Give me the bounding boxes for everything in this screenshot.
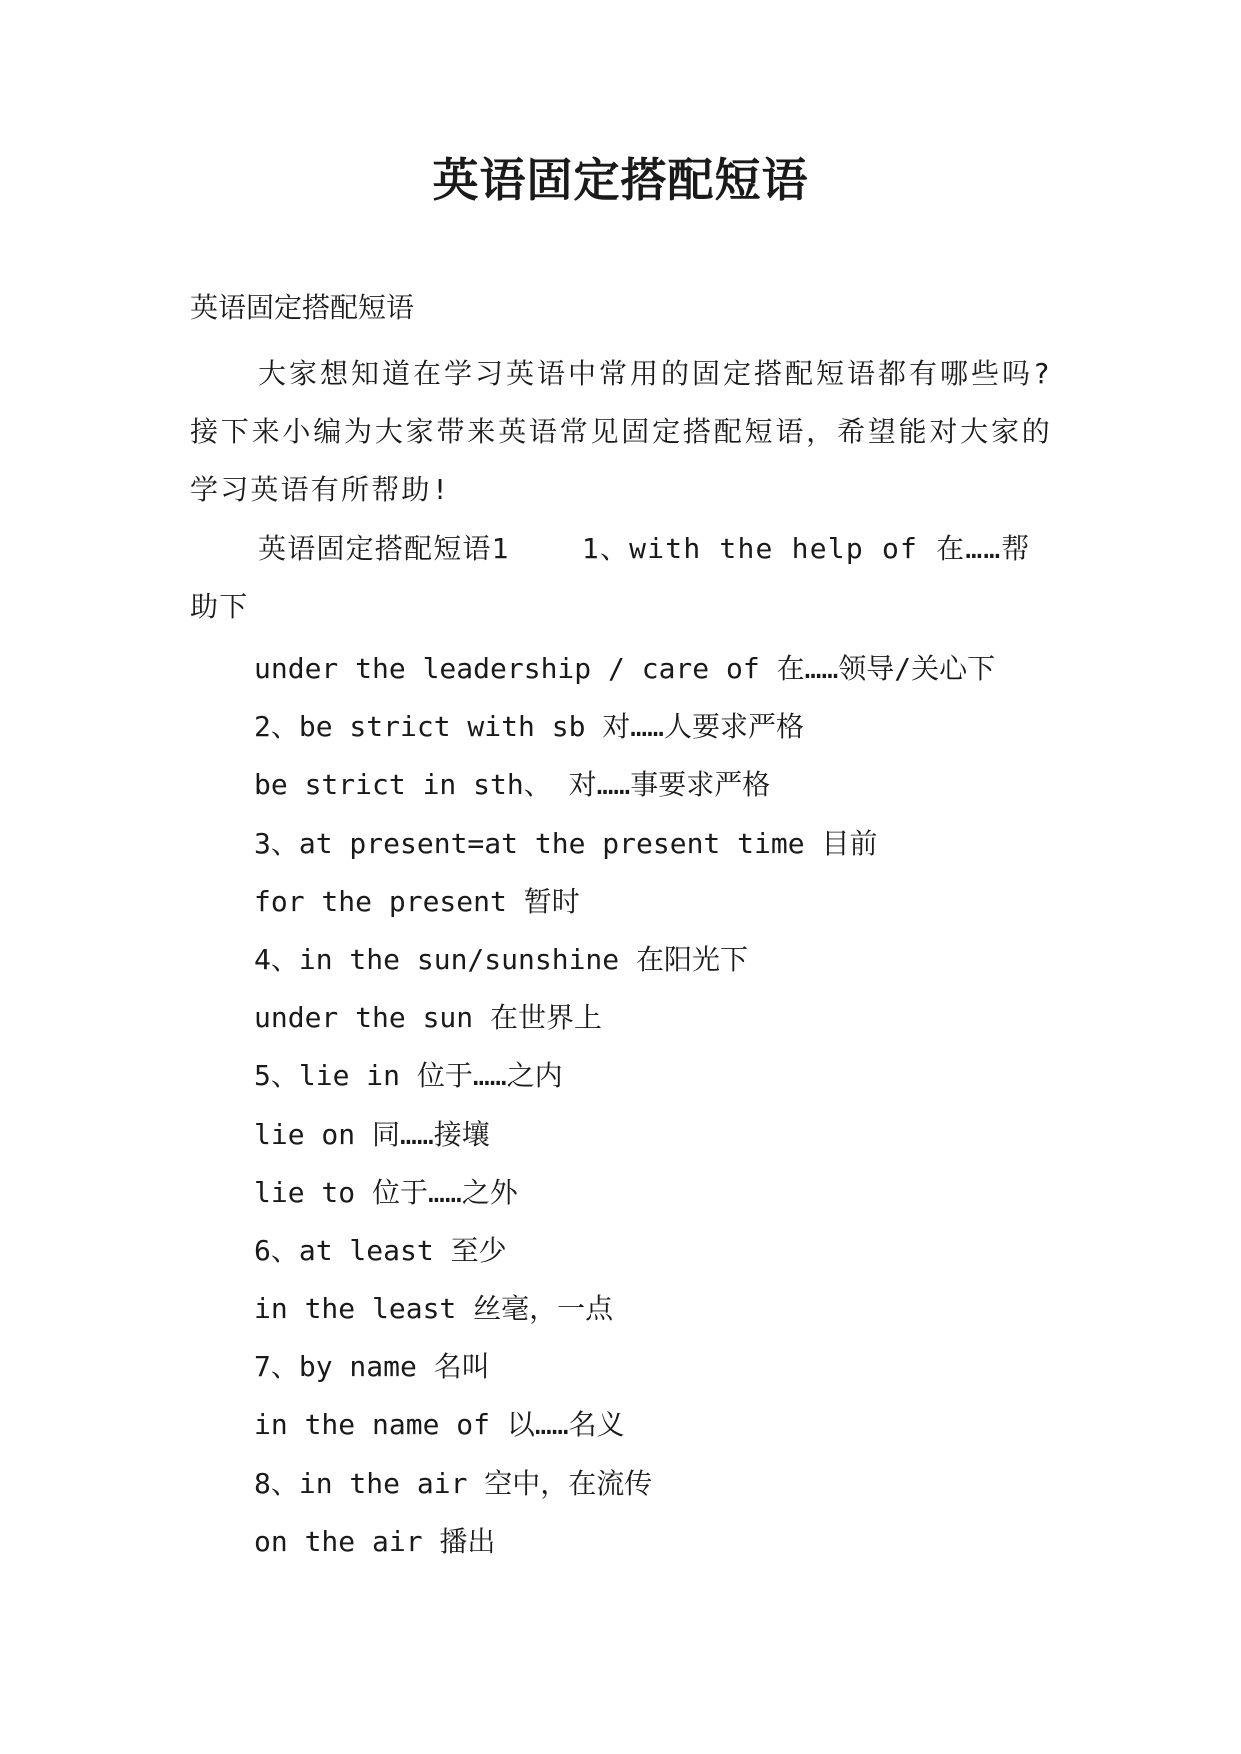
- phrase-entry: 7、by name 名叫: [254, 1350, 490, 1384]
- phrase-entry: 8、in the air 空中，在流传: [254, 1466, 653, 1500]
- phrase-entry: under the leadership / care of 在……领导/关心下: [254, 652, 996, 685]
- phrase-entry: in the name of 以……名义: [254, 1408, 625, 1442]
- phrase-entry: 2、be strict with sb 对……人要求严格: [254, 710, 805, 744]
- document-subtitle: 英语固定搭配短语: [190, 291, 415, 324]
- phrase-list: [254, 640, 1054, 1571]
- section-heading: 英语固定搭配短语1 1、with the help of 在……帮助下: [190, 532, 1031, 623]
- phrase-entry: be strict in sth、 对……事要求严格: [254, 768, 771, 802]
- phrase-entry: for the present 暂时: [254, 884, 580, 918]
- phrase-entry: 5、lie in 位于……之内: [254, 1059, 563, 1093]
- phrase-entry: 3、at present=at the present time 目前: [254, 826, 878, 860]
- phrase-entry: on the air 播出: [254, 1524, 496, 1558]
- phrase-entry: 4、in the sun/sunshine 在阳光下: [254, 942, 749, 976]
- phrase-entry: under the sun 在世界上: [254, 1001, 603, 1035]
- phrase-entry: in the least 丝毫，一点: [254, 1292, 614, 1326]
- phrase-entry: lie on 同……接壤: [254, 1117, 490, 1151]
- phrase-entry: lie to 位于……之外: [254, 1175, 518, 1209]
- phrase-entry: 6、at least 至少: [254, 1233, 507, 1267]
- document-title: 英语固定搭配短语: [432, 153, 809, 207]
- intro-paragraph: 大家想知道在学习英语中常用的固定搭配短语都有哪些吗?接下来小编为大家带来英语常见固定搭配短语，希望能对大家的学习英语有所帮助!: [190, 357, 1052, 506]
